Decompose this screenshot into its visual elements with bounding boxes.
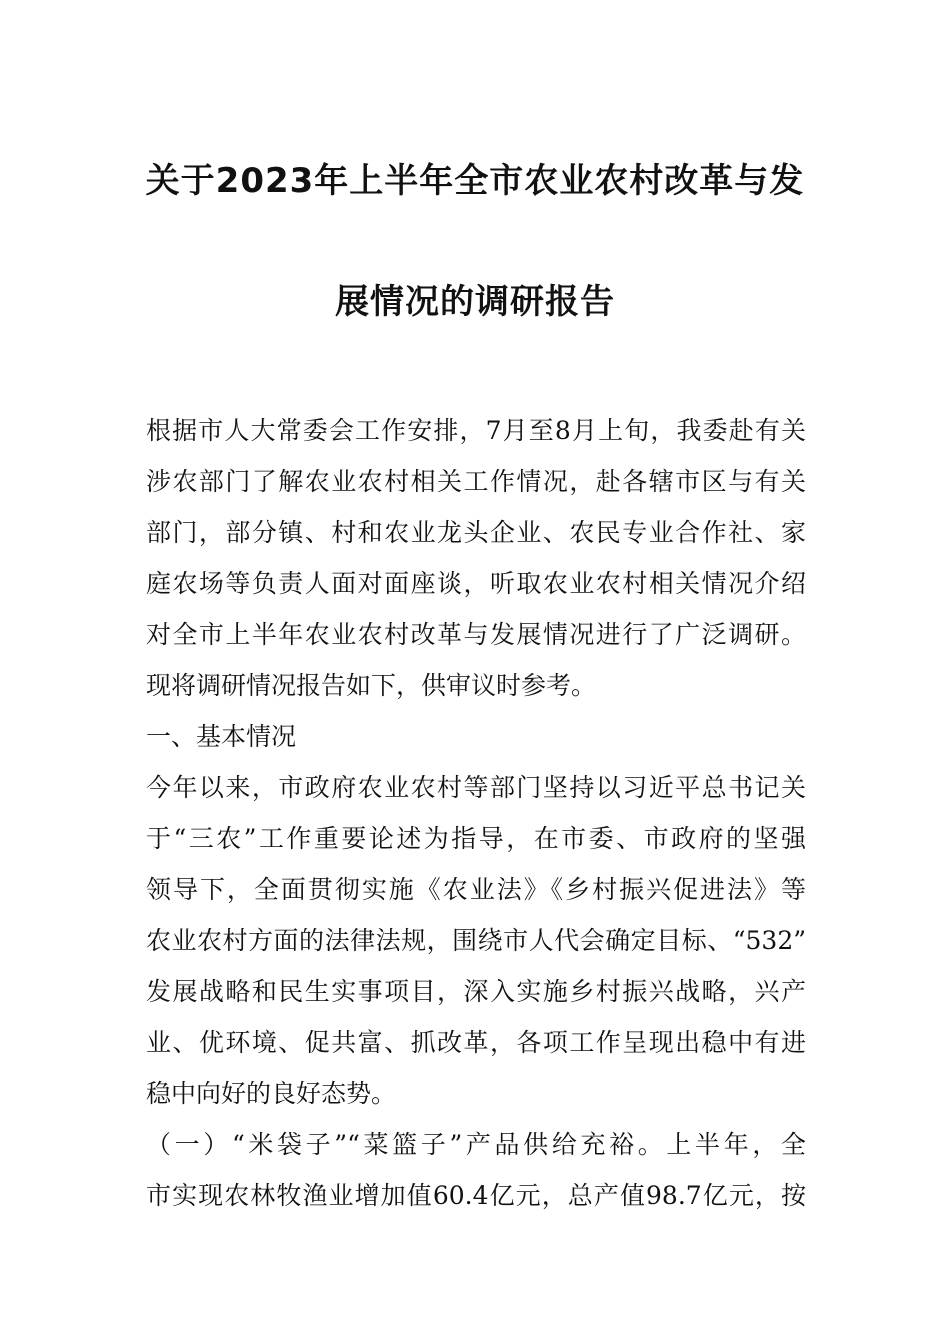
section-heading: 一、基本情况 [146,722,297,751]
body-line: 涉农部门了解农业农村相关工作情况，赴各辖市区与有关 [146,467,806,496]
document-title-line-2: 展情况的调研报告 [335,282,615,322]
body-line: 根据市人大常委会工作安排，7月至8月上旬，我委赴有关 [146,416,806,445]
body-line: 今年以来，市政府农业农村等部门坚持以习近平总书记关 [146,773,806,802]
body-line: 对全市上半年农业农村改革与发展情况进行了广泛调研。 [146,620,806,649]
body-line: 现将调研情况报告如下，供审议时参考。 [146,671,597,700]
body-line: 业、优环境、促共富、抓改革，各项工作呈现出稳中有进 [146,1028,806,1057]
body-line: 于“三农”工作重要论述为指导，在市委、市政府的坚强 [146,824,806,853]
body-line: 发展战略和民生实事项目，深入实施乡村振兴战略，兴产 [146,977,806,1006]
body-line: 农业农村方面的法律法规，围绕市人代会确定目标、“532” [146,926,806,955]
body-line: 领导下，全面贯彻实施《农业法》《乡村振兴促进法》等 [146,875,806,904]
document-body [146,405,806,1221]
body-line: 庭农场等负责人面对面座谈，听取农业农村相关情况介绍 [146,569,806,598]
body-line: 市实现农林牧渔业增加值60.4亿元，总产值98.7亿元，按 [146,1181,806,1210]
document-title-line-1: 关于2023年上半年全市农业农村改革与发 [145,161,805,201]
body-line: 稳中向好的良好态势。 [146,1079,397,1108]
body-line: 部门，部分镇、村和农业龙头企业、农民专业合作社、家 [146,518,806,547]
body-line: （一）“米袋子”“菜篮子”产品供给充裕。上半年，全 [146,1130,806,1159]
